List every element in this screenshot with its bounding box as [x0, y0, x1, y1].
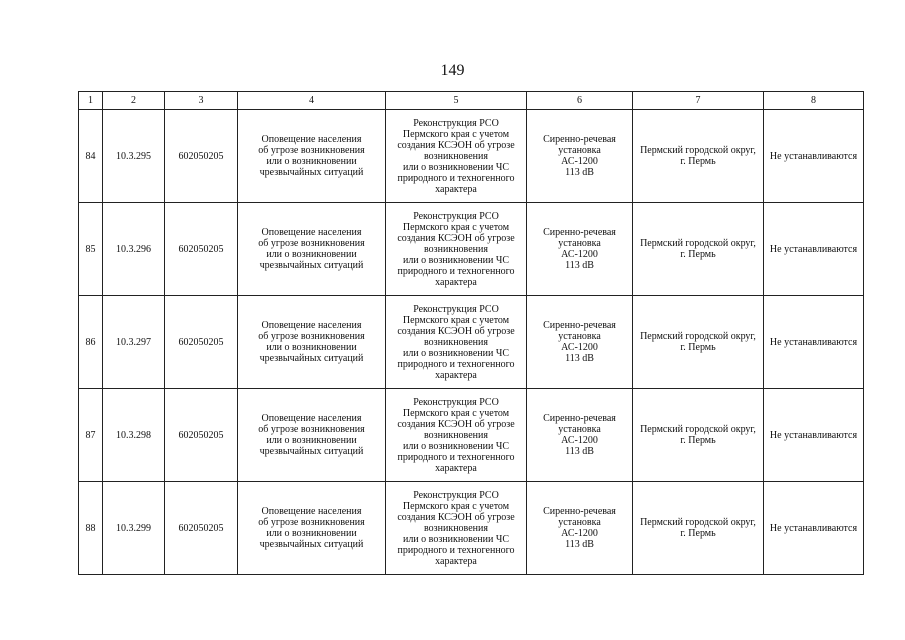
location-cell	[633, 110, 764, 203]
event-cell	[386, 482, 527, 575]
purpose-line: Оповещение населения	[261, 320, 362, 331]
budget-code: 602050205	[165, 482, 238, 575]
purpose-cell	[238, 203, 386, 296]
register-code: 10.3.299	[103, 482, 165, 575]
table-row	[79, 203, 864, 296]
limits-cell: Не устанавливаются	[764, 296, 864, 389]
column-header: 7	[633, 92, 764, 110]
limits-cell: Не устанавливаются	[764, 203, 864, 296]
event-line: создания КСЭОН об угрозе	[397, 232, 515, 244]
event-line: характера	[435, 183, 477, 195]
row-number: 87	[79, 389, 103, 482]
event-line: возникновения	[424, 429, 488, 441]
equipment-line: установка	[558, 145, 601, 156]
column-header: 4	[238, 92, 386, 110]
event-line: Реконструкция РСО	[413, 396, 499, 408]
location-line: г. Пермь	[680, 156, 716, 167]
purpose-line: чрезвычайных ситуаций	[259, 353, 364, 364]
row-number: 86	[79, 296, 103, 389]
equipment-line: 113 dB	[565, 353, 594, 364]
event-line: или о возникновении ЧС	[402, 440, 510, 452]
purpose-line: Оповещение населения	[261, 413, 362, 424]
equipment-cell	[527, 389, 633, 482]
equipment-cell	[527, 296, 633, 389]
purpose-line: чрезвычайных ситуаций	[259, 539, 364, 550]
event-cell	[386, 203, 527, 296]
location-line: Пермский городской округ,	[640, 331, 756, 342]
equipment-line: Сиренно-речевая	[543, 134, 616, 145]
equipment-line: 113 dB	[565, 167, 594, 178]
table-row	[79, 482, 864, 575]
event-line: Пермского края с учетом	[402, 500, 510, 512]
column-header: 8	[764, 92, 864, 110]
event-line: Реконструкция РСО	[413, 117, 499, 129]
event-line: или о возникновении ЧС	[402, 347, 510, 359]
event-line: возникновения	[424, 522, 488, 534]
location-line: Пермский городской округ,	[640, 517, 756, 528]
column-header: 1	[79, 92, 103, 110]
event-line: возникновения	[424, 336, 488, 348]
equipment-line: установка	[558, 238, 601, 249]
event-line: Пермского края с учетом	[402, 128, 510, 140]
event-line: характера	[435, 276, 477, 288]
register-code: 10.3.295	[103, 110, 165, 203]
equipment-line: АС-1200	[561, 342, 598, 353]
event-line: природного и техногенного	[397, 358, 515, 370]
purpose-line: Оповещение населения	[261, 506, 362, 517]
purpose-line: об угрозе возникновения	[258, 145, 365, 156]
table-row	[79, 296, 864, 389]
equipment-line: Сиренно-речевая	[543, 320, 616, 331]
location-line: Пермский городской округ,	[640, 145, 756, 156]
purpose-line: или о возникновении	[266, 249, 357, 260]
table-row	[79, 110, 864, 203]
purpose-cell	[238, 296, 386, 389]
equipment-line: 113 dB	[565, 539, 594, 550]
event-line: создания КСЭОН об угрозе	[397, 511, 515, 523]
location-cell	[633, 389, 764, 482]
table-row	[79, 389, 864, 482]
register-code: 10.3.297	[103, 296, 165, 389]
row-number: 84	[79, 110, 103, 203]
location-line: г. Пермь	[680, 249, 716, 260]
event-line: создания КСЭОН об угрозе	[397, 325, 515, 337]
budget-code: 602050205	[165, 110, 238, 203]
header-row	[79, 92, 864, 110]
equipment-line: установка	[558, 331, 601, 342]
location-line: Пермский городской округ,	[640, 238, 756, 249]
column-header: 2	[103, 92, 165, 110]
equipment-line: АС-1200	[561, 435, 598, 446]
equipment-line: Сиренно-речевая	[543, 506, 616, 517]
location-line: Пермский городской округ,	[640, 424, 756, 435]
purpose-line: чрезвычайных ситуаций	[259, 446, 364, 457]
column-header: 6	[527, 92, 633, 110]
equipment-cell	[527, 110, 633, 203]
event-line: Пермского края с учетом	[402, 314, 510, 326]
budget-code: 602050205	[165, 203, 238, 296]
location-line: г. Пермь	[680, 435, 716, 446]
budget-code: 602050205	[165, 296, 238, 389]
event-line: природного и техногенного	[397, 172, 515, 184]
event-line: создания КСЭОН об угрозе	[397, 418, 515, 430]
event-line: или о возникновении ЧС	[402, 161, 510, 173]
equipment-line: АС-1200	[561, 249, 598, 260]
event-cell	[386, 110, 527, 203]
event-line: Реконструкция РСО	[413, 303, 499, 315]
event-line: возникновения	[424, 243, 488, 255]
purpose-line: или о возникновении	[266, 156, 357, 167]
purpose-line: или о возникновении	[266, 342, 357, 353]
purpose-line: Оповещение населения	[261, 227, 362, 238]
equipment-line: Сиренно-речевая	[543, 413, 616, 424]
event-cell	[386, 389, 527, 482]
location-line: г. Пермь	[680, 342, 716, 353]
purpose-line: об угрозе возникновения	[258, 238, 365, 249]
purpose-line: чрезвычайных ситуаций	[259, 260, 364, 271]
row-number: 85	[79, 203, 103, 296]
budget-code: 602050205	[165, 389, 238, 482]
equipment-line: 113 dB	[565, 446, 594, 457]
purpose-line: или о возникновении	[266, 435, 357, 446]
purpose-line: об угрозе возникновения	[258, 331, 365, 342]
register-code: 10.3.296	[103, 203, 165, 296]
equipment-line: 113 dB	[565, 260, 594, 271]
equipment-line: установка	[558, 424, 601, 435]
page-number: 149	[440, 62, 465, 79]
purpose-line: об угрозе возникновения	[258, 517, 365, 528]
event-line: Реконструкция РСО	[413, 210, 499, 222]
event-line: создания КСЭОН об угрозе	[397, 139, 515, 151]
purpose-cell	[238, 389, 386, 482]
column-header: 3	[165, 92, 238, 110]
limits-cell: Не устанавливаются	[764, 482, 864, 575]
event-line: характера	[435, 462, 477, 474]
purpose-line: чрезвычайных ситуаций	[259, 167, 364, 178]
event-line: природного и техногенного	[397, 544, 515, 556]
event-cell	[386, 296, 527, 389]
purpose-line: Оповещение населения	[261, 134, 362, 145]
purpose-line: или о возникновении	[266, 528, 357, 539]
equipment-line: АС-1200	[561, 528, 598, 539]
equipment-cell	[527, 203, 633, 296]
limits-cell: Не устанавливаются	[764, 389, 864, 482]
limits-cell: Не устанавливаются	[764, 110, 864, 203]
event-line: природного и техногенного	[397, 265, 515, 277]
event-line: или о возникновении ЧС	[402, 254, 510, 266]
equipment-line: Сиренно-речевая	[543, 227, 616, 238]
event-line: Пермского края с учетом	[402, 221, 510, 233]
event-line: природного и техногенного	[397, 451, 515, 463]
location-cell	[633, 482, 764, 575]
event-line: возникновения	[424, 150, 488, 162]
event-line: характера	[435, 555, 477, 567]
event-line: Реконструкция РСО	[413, 489, 499, 501]
purpose-cell	[238, 482, 386, 575]
row-number: 88	[79, 482, 103, 575]
equipment-line: АС-1200	[561, 156, 598, 167]
location-line: г. Пермь	[680, 528, 716, 539]
equipment-line: установка	[558, 517, 601, 528]
equipment-cell	[527, 482, 633, 575]
location-cell	[633, 203, 764, 296]
column-header: 5	[386, 92, 527, 110]
event-line: Пермского края с учетом	[402, 407, 510, 419]
event-line: характера	[435, 369, 477, 381]
purpose-line: об угрозе возникновения	[258, 424, 365, 435]
register-code: 10.3.298	[103, 389, 165, 482]
register-table	[78, 91, 864, 575]
location-cell	[633, 296, 764, 389]
event-line: или о возникновении ЧС	[402, 533, 510, 545]
purpose-cell	[238, 110, 386, 203]
